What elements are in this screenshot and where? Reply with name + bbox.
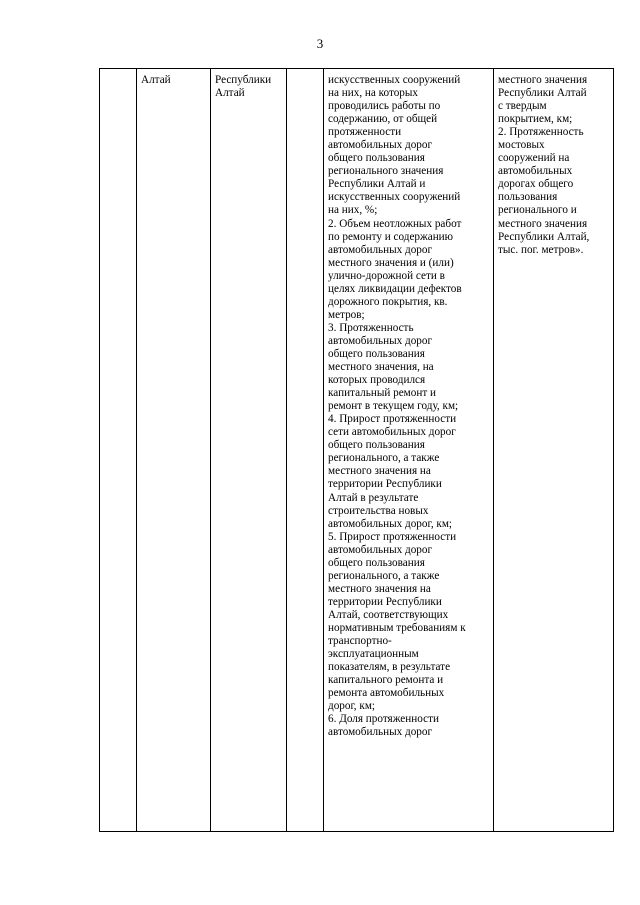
table-cell-1 — [100, 69, 137, 832]
page-number: 3 — [316, 36, 324, 51]
document-table — [99, 68, 614, 832]
cell-text-2: Алтай — [141, 74, 171, 86]
table-row — [100, 69, 614, 832]
cell-text-6: местного значения Республики Алтай с твердым покрытием, км; 2. Протяженность мостовых сооружений на автомобильных дорогах общего пользования регионального и местного значения Республики Алтай, тыс. пог. метров». — [498, 74, 590, 256]
cell-text-5: искусственных сооружений на них, на которых проводились работы по содержанию, от общей протяженности автомобильных дорог общего пользования регионального значения Республики Алтай и искусственных сооружений на них, %; 2. Объем неотложных работ по ремонту и содержанию автомобильных дорог местного значения и (или) улично-дорожной сети в целях ликвидации дефектов дорожного покрытия, кв. метров; 3. Протяженность автомобильных дорог общего пользования местного значения, на которых проводился капитальный ремонт и ремонт в текущем году, км; 4. Прирост протяженности сети автомобильных дорог общего пользования регионального, а также местного значения на территории Республики Алтай в результате строительства новых автомобильных дорог, км; 5. Прирост протяженности автомобильных дорог общего пользования регионального, а также местного значения на территории Республики Алтай, соответствующих нормативным требованиям к транспортно- эксплуатационным показателям, в результате капитального ремонта и ремонта автомобильных дорог, км; 6. Доля протяженности автомобильных дорог — [328, 74, 466, 739]
table-cell-6 — [494, 69, 614, 832]
table-cell-3 — [211, 69, 287, 832]
table-cell-5 — [324, 69, 494, 832]
table-cell-2 — [137, 69, 211, 832]
table-cell-4 — [287, 69, 324, 832]
cell-text-3: Республики Алтай — [215, 74, 272, 100]
